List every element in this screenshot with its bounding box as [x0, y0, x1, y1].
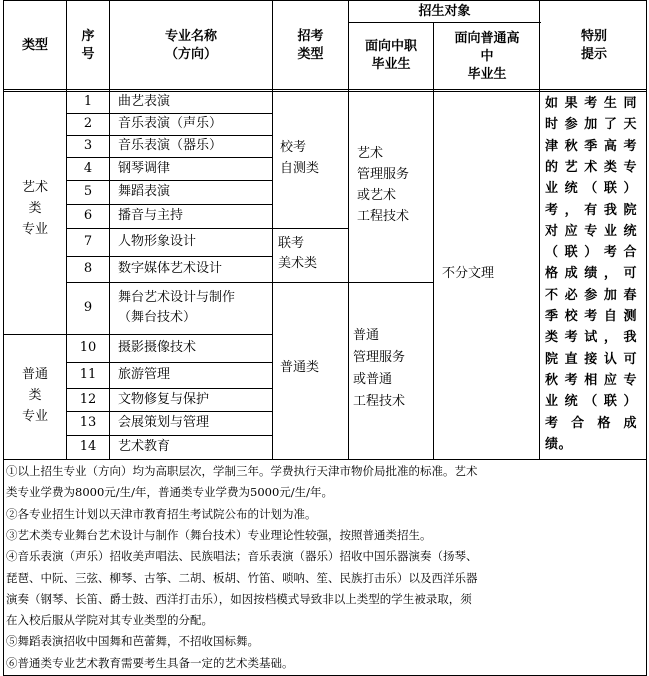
row-number: 12	[79, 391, 97, 407]
row-major-name: 旅游管理	[118, 367, 171, 382]
row-number: 3	[83, 138, 93, 153]
grid-line	[66, 157, 273, 158]
row-major-name: 钢琴调律	[118, 160, 171, 176]
special-note-line: 秋考相应专	[545, 372, 637, 388]
special-note-line: 的艺术类专	[545, 159, 637, 175]
row-number: 4	[83, 160, 93, 176]
row-number: 8	[83, 261, 93, 276]
special-note-line: 考合格成	[545, 415, 637, 431]
special-note-line: 季校考自测	[545, 309, 637, 324]
special-note-line: 如果考生同	[545, 96, 637, 111]
row-major-name: （舞台技术）	[118, 310, 197, 325]
category-art-2: 类	[28, 201, 42, 216]
row-major-name: 人物形象设计	[118, 234, 197, 249]
special-note-line: 业统（联）	[545, 394, 637, 410]
row-number: 10	[79, 340, 97, 355]
category-art-1: 艺术	[21, 180, 48, 195]
footnote-line: ⑤舞蹈表演招收中国舞和芭蕾舞，不招收国标舞。	[6, 634, 259, 649]
exam-general: 普通类	[280, 360, 320, 375]
grid-line	[66, 113, 273, 114]
grid-line	[349, 282, 434, 283]
exam-school-2: 自测类	[280, 161, 320, 176]
header-seq-1: 序	[81, 29, 95, 44]
special-note-line: 时参加了天	[545, 117, 637, 133]
grid-line	[3, 334, 67, 335]
header-seq-2: 号	[81, 47, 95, 62]
header-exam-1: 招考	[297, 29, 324, 44]
grid-line	[66, 228, 273, 229]
header-special-1: 特别	[580, 29, 607, 44]
footnote-line: 类专业学费为8000元/生/年，普通类专业学费为5000元/生/年。	[6, 485, 334, 500]
row-major-name: 曲艺表演	[118, 94, 171, 109]
footnote-line: 在入校后服从学院对其专业类型的分配。	[6, 613, 213, 628]
row-major-name: 艺术教育	[118, 439, 171, 454]
header-target: 招生对象	[418, 4, 471, 19]
footnote-line: 琵琶、中阮、三弦、柳琴、古筝、二胡、板胡、竹笛、唢呐、笙、民族打击乐）以及西洋乐器	[6, 570, 478, 585]
footnote-line: ⑥普通类专业艺术教育需要考生具备一定的艺术类基础。	[6, 655, 294, 670]
header-target-voc-2: 毕业生	[371, 57, 411, 72]
special-note-line: 院直接认可	[545, 351, 637, 367]
footnote-line: ①以上招生专业（方向）均为高职层次，学制三年。学费执行天津市物价局批准的标准。艺术	[6, 464, 478, 478]
grid-line	[66, 362, 273, 363]
voc-art-4: 工程技术	[357, 209, 410, 224]
category-art-3: 专业	[21, 222, 48, 237]
row-major-name: 舞台艺术设计与制作	[118, 290, 236, 305]
row-number: 6	[83, 208, 93, 223]
row-major-name: 音乐表演（器乐）	[118, 138, 223, 153]
special-note-line: 不必参加春	[545, 287, 637, 303]
row-number: 9	[83, 300, 93, 315]
header-type: 类型	[21, 38, 48, 53]
special-note-line: 业统（联）	[545, 181, 637, 197]
grid-line	[3, 91, 647, 92]
voc-general-4: 工程技术	[353, 394, 406, 409]
row-number: 14	[79, 439, 97, 454]
header-target-hs-3: 毕业生	[467, 67, 507, 82]
special-note-line: 绩。	[545, 436, 573, 452]
row-major-name: 音乐表演（声乐）	[118, 116, 223, 131]
grid-line	[3, 0, 4, 676]
row-number: 13	[79, 415, 97, 430]
grid-line	[433, 22, 434, 460]
grid-line	[66, 256, 273, 257]
grid-line	[66, 135, 273, 136]
grid-line	[66, 411, 273, 412]
grid-line	[3, 89, 647, 90]
footnote-line: ④音乐表演（声乐）招收美声唱法、民族唱法；音乐表演（器乐）招收中国乐器演奏（扬琴、	[6, 549, 478, 564]
row-number: 11	[79, 367, 97, 382]
voc-general-1: 普通	[353, 328, 380, 343]
exam-school-1: 校考	[280, 140, 307, 155]
grid-line	[3, 459, 647, 460]
row-major-name: 摄影摄像技术	[118, 340, 197, 355]
voc-general-2: 管理服务	[353, 350, 406, 365]
category-general-1: 普通	[21, 367, 48, 382]
grid-line	[66, 282, 273, 283]
special-note-line: 津秋季高考	[545, 138, 637, 154]
grid-line	[272, 0, 273, 460]
footnote-line: ③艺术类专业舞台艺术设计与制作（舞台技术）专业理论性较强，按照普通类招生。	[6, 527, 432, 542]
exam-joint-2: 美术类	[278, 256, 318, 271]
row-major-name: 数字媒体艺术设计	[118, 261, 223, 276]
special-note-line: 对应专业统	[545, 223, 637, 239]
grid-line	[273, 228, 349, 229]
header-target-hs-1: 面向普通高	[454, 31, 520, 46]
header-exam-2: 类型	[297, 47, 324, 62]
footnote-line: ②各专业招生计划以天津市教育招生考试院公布的计划为准。	[6, 506, 317, 521]
row-number: 5	[83, 184, 93, 199]
header-target-hs-2: 中	[480, 49, 494, 64]
row-number: 7	[83, 234, 93, 249]
grid-line	[109, 0, 110, 460]
header-major-1: 专业名称	[164, 29, 217, 44]
header-special-2: 提示	[580, 47, 607, 62]
grid-line	[66, 180, 273, 181]
category-general-3: 专业	[21, 409, 48, 424]
special-note-line: 考，有我院	[545, 202, 637, 218]
exam-joint-1: 联考	[278, 236, 305, 251]
grid-line	[66, 388, 273, 389]
grid-line	[646, 0, 647, 676]
row-major-name: 会展策划与管理	[118, 415, 210, 430]
special-note-line: 格成绩，可	[545, 266, 637, 282]
grid-line	[66, 435, 273, 436]
grid-line	[3, 0, 647, 1]
header-major-2: （方向）	[164, 47, 217, 62]
grid-line	[66, 334, 273, 335]
highschool-note: 不分文理	[442, 266, 495, 281]
category-general-2: 类	[28, 388, 42, 403]
header-target-voc-1: 面向中职	[364, 39, 417, 54]
row-major-name: 播音与主持	[118, 208, 184, 223]
row-major-name: 文物修复与保护	[118, 391, 210, 407]
voc-art-3: 或艺术	[357, 188, 397, 203]
special-note-line: （联）考合	[545, 245, 637, 261]
grid-line	[66, 204, 273, 205]
special-note-line: 类考试，我	[545, 330, 637, 346]
voc-art-2: 管理服务	[357, 167, 410, 182]
row-number: 1	[83, 94, 93, 109]
row-number: 2	[83, 116, 93, 131]
voc-art-1: 艺术	[357, 146, 384, 161]
grid-line	[348, 22, 541, 23]
footnote-line: 演奏（钢琴、长笛、爵士鼓、西洋打击乐），如因按档模式导致非以上类型的学生被录取，须	[6, 591, 472, 606]
grid-line	[273, 282, 349, 283]
voc-general-3: 或普通	[353, 372, 393, 387]
row-major-name: 舞蹈表演	[118, 184, 171, 199]
